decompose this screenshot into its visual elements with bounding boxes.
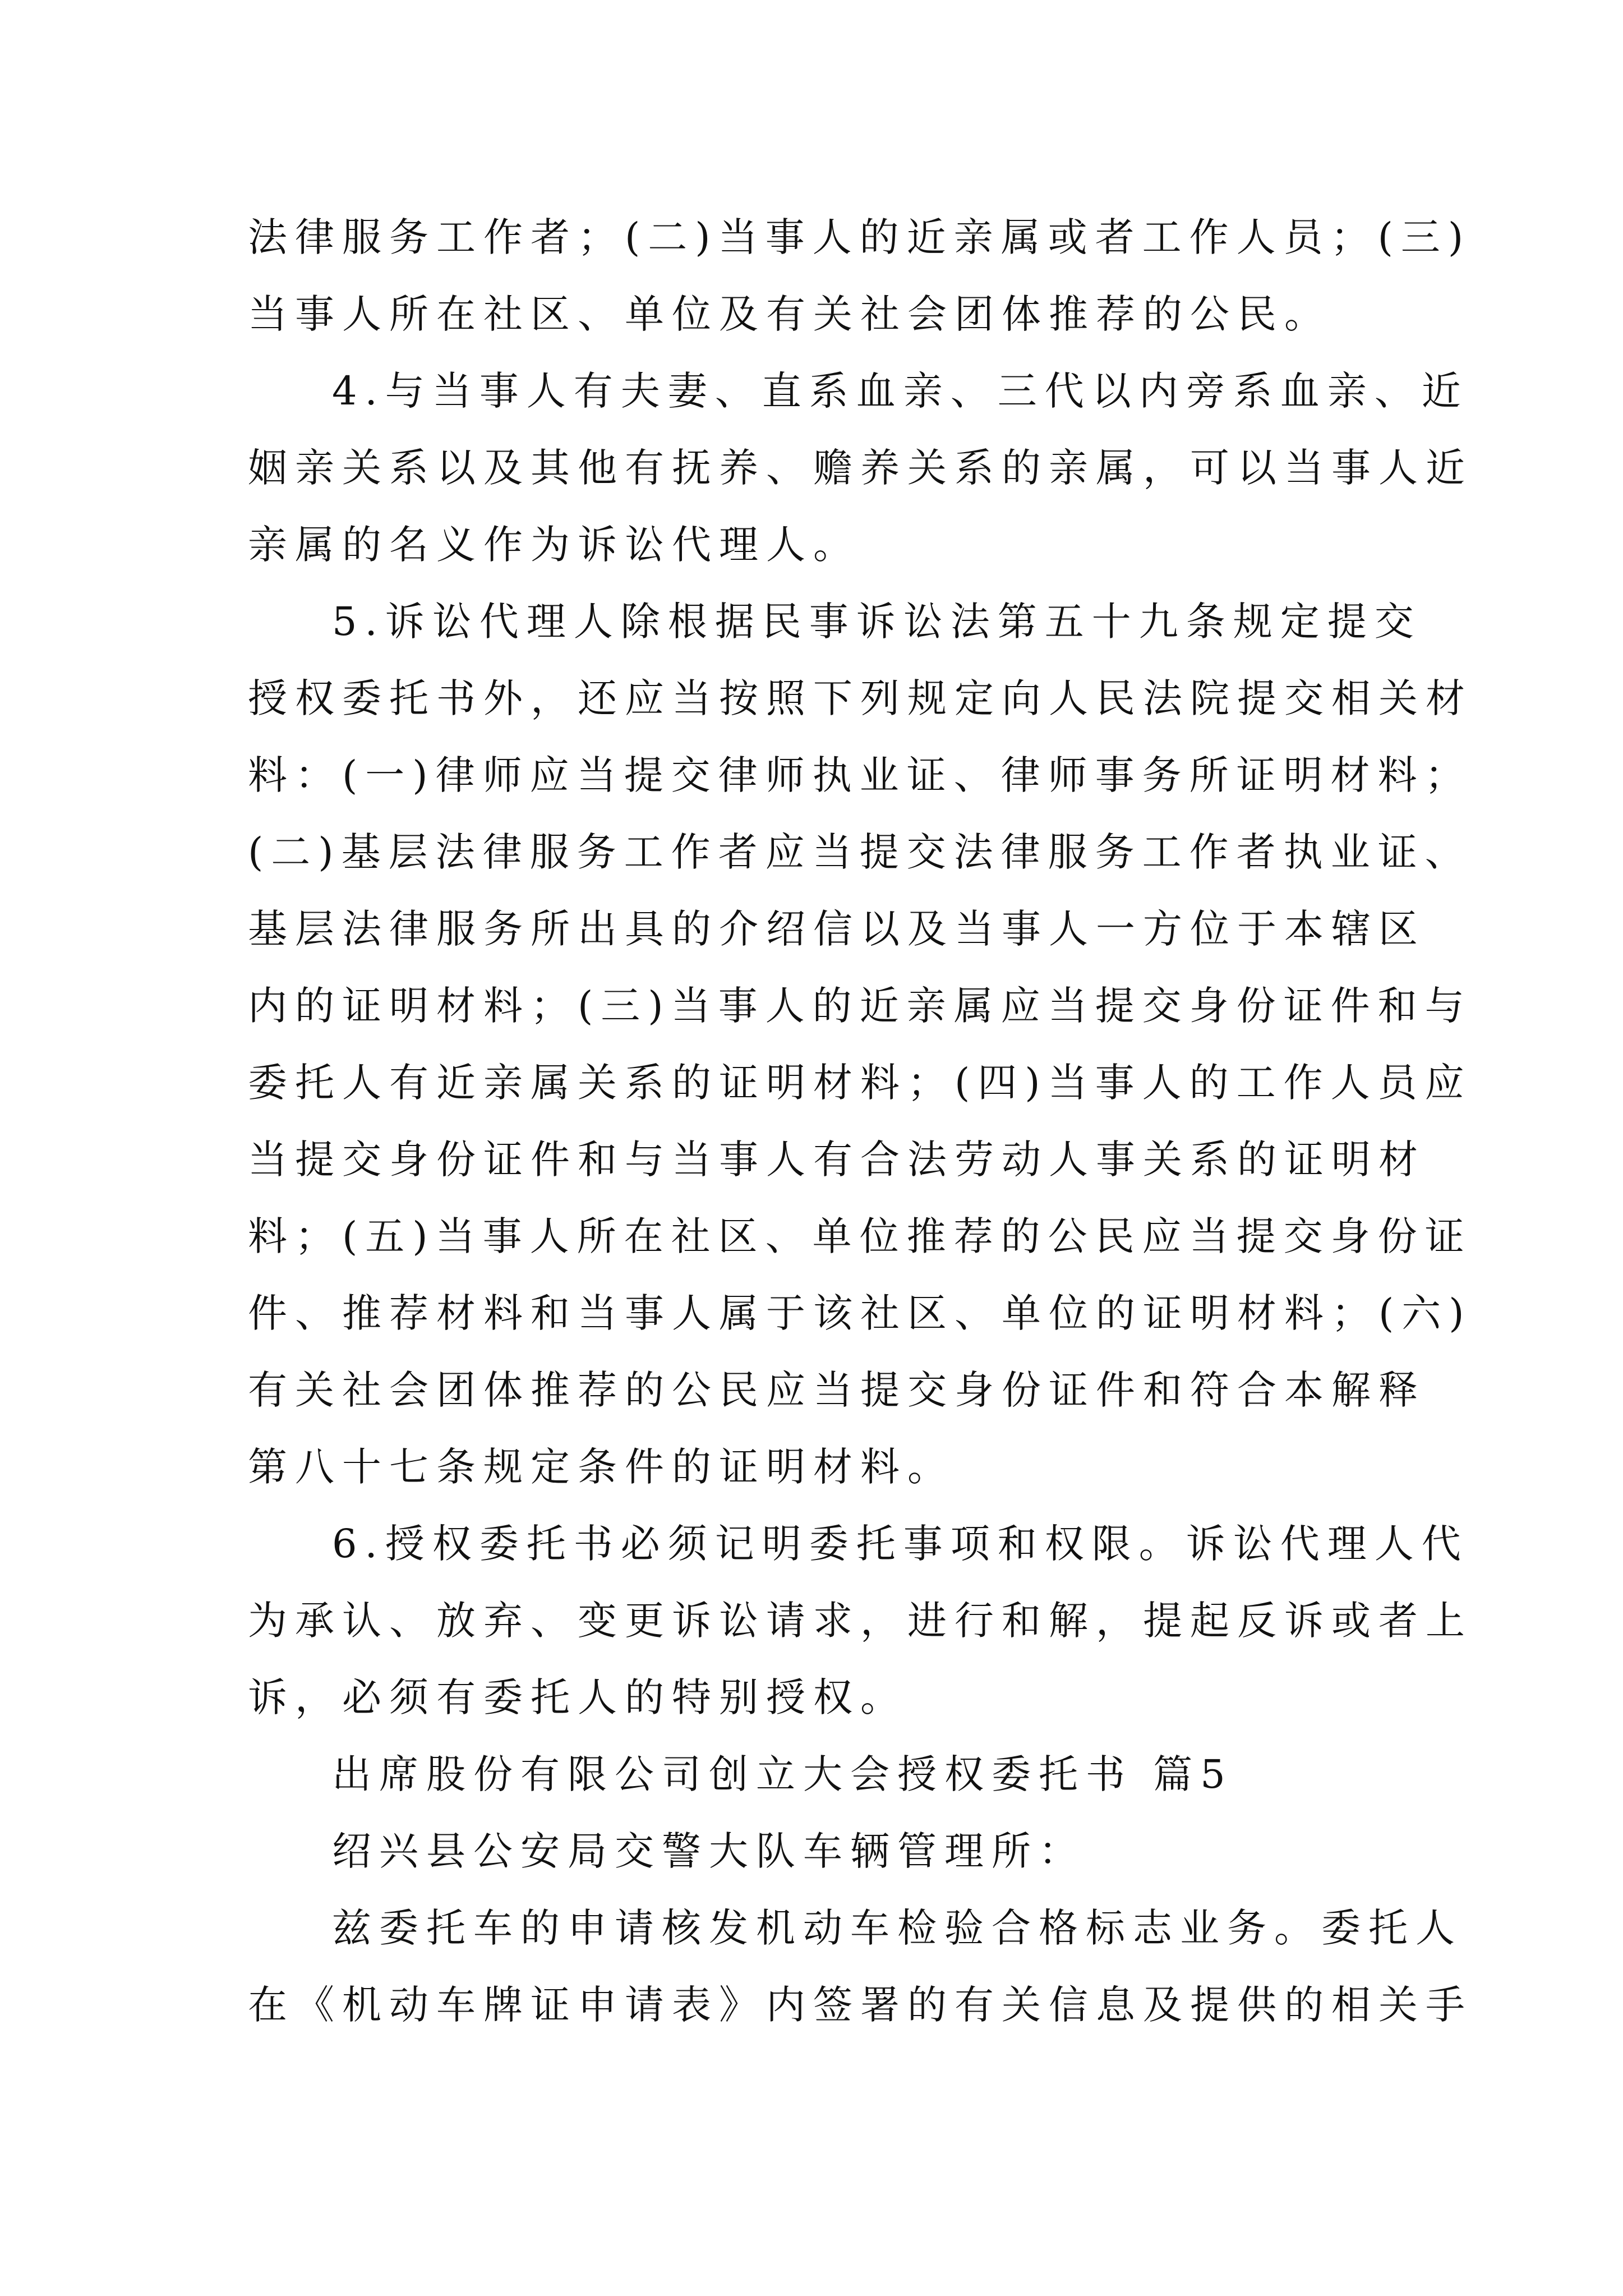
- text-line: 在《机动车牌证申请表》内签署的有关信息及提供的相关手: [248, 1982, 1473, 2028]
- text-line: 为承认、放弃、变更诉讼请求，进行和解，提起反诉或者上: [248, 1598, 1473, 1644]
- text-line: 基层法律服务所出具的介绍信以及当事人一方位于本辖区: [248, 906, 1426, 952]
- text-line: (二)基层法律服务工作者应当提交法律服务工作者执业证、: [248, 829, 1472, 875]
- paragraph-start: 兹委托车的申请核发机动车检验合格标志业务。委托人: [332, 1905, 1463, 1951]
- text-line: 法律服务工作者；(二)当事人的近亲属或者工作人员；(三): [248, 214, 1472, 260]
- text-line: 当提交身份证件和与当事人有合法劳动人事关系的证明材: [248, 1137, 1426, 1182]
- text-line: 料；(五)当事人所在社区、单位推荐的公民应当提交身份证: [248, 1213, 1472, 1259]
- paragraph-6-start: 6.授权委托书必须记明委托事项和权限。诉讼代理人代: [332, 1521, 1469, 1567]
- text-line: 当事人所在社区、单位及有关社会团体推荐的公民。: [248, 291, 1331, 337]
- addressee-line: 绍兴县公安局交警大队车辆管理所：: [332, 1828, 1086, 1874]
- text-line: 第八十七条规定条件的证明材料。: [248, 1444, 955, 1490]
- text-line: 料：(一)律师应当提交律师执业证、律师事务所证明材料；: [248, 752, 1472, 798]
- text-line: 诉，必须有委托人的特别授权。: [248, 1674, 907, 1720]
- section-heading: 出席股份有限公司创立大会授权委托书 篇5: [332, 1751, 1233, 1797]
- text-line: 授权委托书外，还应当按照下列规定向人民法院提交相关材: [248, 675, 1473, 721]
- paragraph-5-start: 5.诉讼代理人除根据民事诉讼法第五十九条规定提交: [332, 599, 1422, 645]
- text-line: 委托人有近亲属关系的证明材料；(四)当事人的工作人员应: [248, 1060, 1472, 1106]
- text-line: 件、推荐材料和当事人属于该社区、单位的证明材料；(六): [248, 1290, 1472, 1336]
- text-line: 内的证明材料；(三)当事人的近亲属应当提交身份证件和与: [248, 983, 1472, 1029]
- paragraph-4-start: 4.与当事人有夫妻、直系血亲、三代以内旁系血亲、近: [332, 368, 1469, 414]
- document-body: [248, 199, 1473, 2044]
- text-line: 姻亲关系以及其他有抚养、赡养关系的亲属，可以当事人近: [248, 445, 1473, 491]
- text-line: 亲属的名义作为诉讼代理人。: [248, 522, 860, 568]
- text-line: 有关社会团体推荐的公民应当提交身份证件和符合本解释: [248, 1367, 1426, 1413]
